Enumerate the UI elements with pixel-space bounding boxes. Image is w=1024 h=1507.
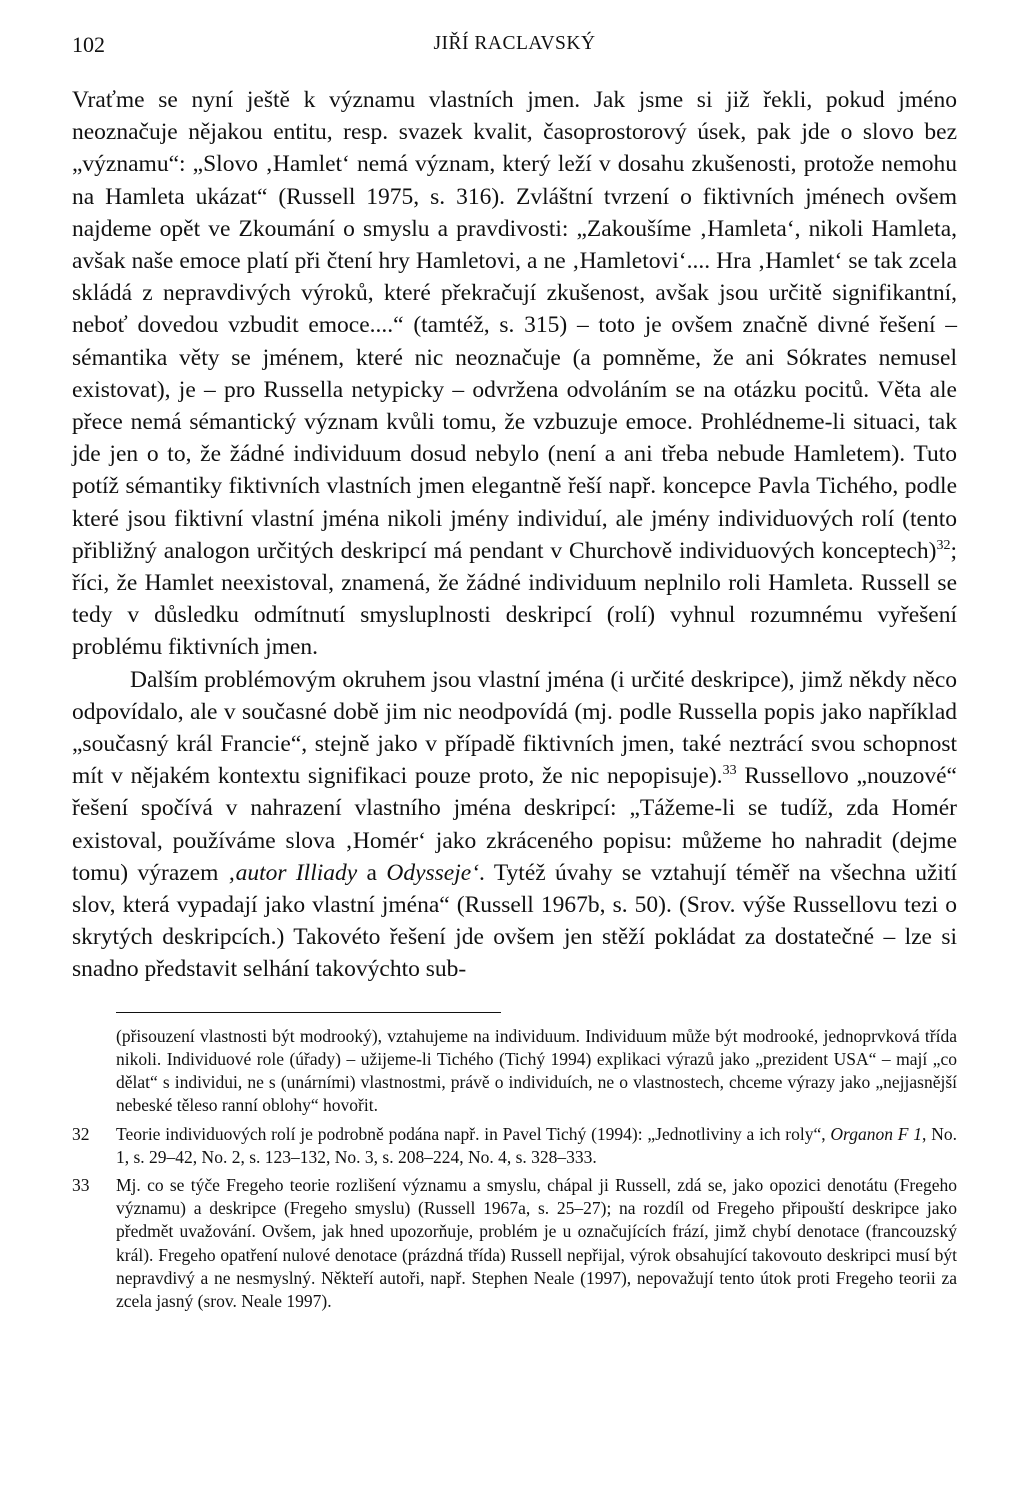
- main-text: [72, 84, 957, 986]
- footnote-32-text-b: , No. 1, s. 29–42, No. 2, s. 123–132, No. 3, s. 208–224, No. 4, s. 328–333.: [116, 1123, 957, 1167]
- footnote-33-text: Mj. co se týče Fregeho teorie rozlišení významu a smyslu, chápal ji Russell, zdá se, jako opozici denotátu (Fregeho významu) a deskripce (Fregeho smyslu) (Russell 1967a, s. 25–27); na rozdíl od Fregeho připouští deskripce jako předmět uvažování. Ovšem, jak hned upozorňuje, problém je u označujících frází, jimž chybí denotace (francouzský král). Fregeho opatření nulové denotace (prázdná třída) Russell nepřijal, výrok obsahující takovouto deskripci musí být nepravdivý a ne nesmyslný. Někteří autoři, např. Stephen Neale (1997), nepovažují tento útok proti Fregeho teorii za zcela jasný (srov. Neale 1997).: [116, 1174, 957, 1311]
- footnote-ref-33: 33: [722, 763, 737, 779]
- footnote-32-journal: Organon F 1: [830, 1123, 923, 1144]
- paragraph-2-italic-a: ‚autor Illiady: [227, 859, 358, 886]
- footnote-33-number: 33: [72, 1174, 90, 1195]
- running-head: [72, 32, 957, 62]
- paragraph-2-text-d: . Tytéž úvahy se vztahují téměř na všechna užití slov, která vypadají jako vlastní jména“ (Russell 1967b, s. 50). (Srov. výše Russellovu tezi o skrytých deskripcích.) Takovéto řešení jde ovšem jen stěží pokládat za dostatečné – lze si snadno představit selhání takovýchto sub-: [72, 859, 958, 983]
- paragraph-2-text-b: Russellovo „nouzové“ řešení spočívá v nahrazení vlastního jména deskripcí: „Tážeme-li se tudíž, zda Homér existoval, používáme slova ‚Homér‘ jako zkráceného popisu: můžeme ho nahradit (dejme tomu) výrazem: [72, 763, 957, 886]
- page-number: 102: [72, 32, 105, 57]
- footnote-separator: [116, 1012, 501, 1013]
- footnote-ref-32: 32: [936, 537, 951, 553]
- footnote-33: [72, 1174, 957, 1313]
- paragraph-1: [72, 84, 957, 664]
- paragraph-1-text-b: ; říci, že Hamlet neexistoval, znamená, že žádné individuum neplnilo roli Hamleta. Russell se tedy v důsledku odmítnutí smysluplnosti deskripcí (rolí) vyhnul rozumnému vyřešení problému fiktivních jmen.: [72, 537, 957, 661]
- paragraph-2-text-c: a: [357, 859, 387, 886]
- footnote-continuation-text: (přisouzení vlastnosti být modrooký), vztahujeme na individuum. Individuum může být modrooké, jednoprvková třída nikoli. Individuové role (úřady) – užijeme-li Tichého (Tichý 1994) explikaci výrazů jako „prezident USA“ – mají „co dělat“ s individui, ne s (unárními) vlastnostmi, právě o individuích, ne o vlastnostech, chceme výrazy jako „nejjasnější nebeské těleso ranní oblohy“ hovořit.: [116, 1025, 957, 1116]
- footnote-32-text: [116, 1123, 957, 1169]
- paragraph-2: [72, 664, 957, 986]
- running-title: JIŘÍ RACLAVSKÝ: [433, 33, 596, 54]
- paragraph-2-text-a: Dalším problémovým okruhem jsou vlastní jména (i určité deskripce), jimž někdy něco odpovídalo, ale v současné době jim nic neodpovídá (mj. podle Russella popis jako například „současný král Francie“, stejně jako v případě fiktivních jmen, také neztrácí svou schopnost mít v nějakém kontextu signifikaci pouze proto, že nic nepopisuje).: [72, 666, 957, 790]
- paragraph-2-italic-b: Odysseje‘: [386, 859, 480, 886]
- paragraph-1-text-a: Vraťme se nyní ještě k významu vlastních jmen. Jak jsme si již řekli, pokud jméno neoznačuje nějakou entitu, resp. svazek kvalit, časoprostorový úsek, pak jde o slovo bez „významu“: „Slovo ‚Hamlet‘ nemá význam, který leží v dosahu zkušenosti, protože nemohu na Hamleta ukázat“ (Russell 1975, s. 316). Zvláštní tvrzení o fiktivních jménech ovšem najdeme opět ve Zkoumání o smyslu a pravdivosti: „Zakoušíme ‚Hamleta‘, nikoli Hamleta, avšak naše emoce platí při čtení hry Hamletovi, a ne ‚Hamletovi‘.... Hra ‚Hamlet‘ se tak zcela skládá z nepravdivých výroků, které překračují zkušenost, avšak jsou určitě signifikantní, neboť dovedou vzbudit emoce....“ (tamtéž, s. 315) – toto je ovšem značně divné řešení – sémantika věty se jménem, které nic neoznačuje (a pomněme, že ani Sókrates nemusel existovat), je – pro Russella netypicky – odvržena odvoláním se na otázku pocitů. Věta ale přece nemá sémantický význam kvůli tomu, že vzbuzuje emoce. Prohlédneme-li situaci, tak jde jen o to, že žádné individuum dosud nebylo (není a ani třeba nebude Hamletem). Tuto potíž sémantiky fiktivních vlastních jmen elegantně řeší např. koncepce Pavla Tichého, podle které jsou fiktivní vlastní jména nikoli jmény individuí, ale jmény individuových rolí (tento přibližný analogon určitých deskripcí má pendant v Churchově individuových konceptech): [72, 87, 957, 564]
- footnotes: [72, 1025, 957, 1313]
- book-page: [72, 32, 957, 1318]
- footnote-32: [72, 1123, 957, 1169]
- footnote-continuation: [72, 1025, 957, 1118]
- footnote-32-text-a: Teorie individuových rolí je podrobně podána např. in Pavel Tichý (1994): „Jednotliviny a ich roly“,: [116, 1123, 831, 1144]
- footnote-32-number: 32: [72, 1123, 90, 1144]
